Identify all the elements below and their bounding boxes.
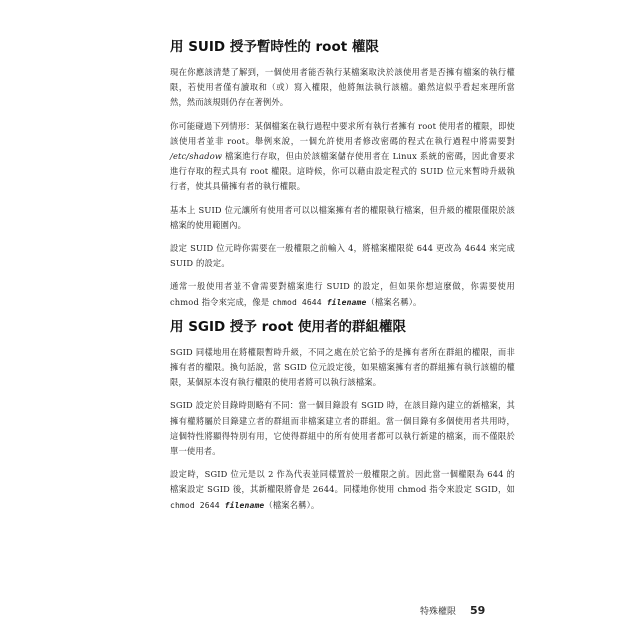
paragraph: 基本上 SUID 位元讓所有使用者可以以檔案擁有者的權限執行檔案，但升級的權限僅限於該檔案的使用範圍內。 <box>170 204 515 230</box>
text-run: （檔案名稱）。 <box>366 296 422 307</box>
page-body <box>170 38 515 521</box>
section-title-sgid: 用 SGID 授予 root 使用者的群組權限 <box>170 318 406 335</box>
paragraph <box>170 467 515 513</box>
page-number: 59 <box>470 604 486 617</box>
paragraph: SGID 設定於目錄時則略有不同：當一個目錄設有 SGID 時，在該目錄內建立的新檔案，其擁有權將屬於目錄建立者的群組而非檔案建立者的群組。當一個目錄有多個使用者共用時，這個特性將顯得特別有用，它使得群組中的所有使用者都可以執行新建的檔案，而不僅限於單一使用者。 <box>170 400 515 457</box>
text-run: （檔案名稱）。 <box>264 499 320 510</box>
section-title-suid: 用 SUID 授予暫時性的 root 權限 <box>170 39 379 55</box>
paragraph <box>170 279 515 309</box>
chapter-label: 特殊權限 <box>420 607 457 617</box>
text-run: 設定時，SGID 位元是以 2 作為代表並同樣置於一般權限之前。因此當一個權限為 644 的檔案設定 SGID 後，其新權限將會是 2644。同樣地你使用 chmod 指令來設定 SGID，如 <box>170 469 515 495</box>
text-run: 你可能碰過下列情形：某個檔案在執行過程中要求所有執行者擁有 root 使用者的權限，即使該使用者並非 root。舉例來說，一個允許使用者修改密碼的程式在執行過程中將需要對 <box>170 120 515 146</box>
command-code: chmod 2644 <box>170 500 225 510</box>
command-argument: filename <box>224 500 265 510</box>
paragraph: 現在你應該清楚了解到，一個使用者能否執行某檔案取決於該使用者是否擁有檔案的執行權限，若使用者僅有讀取和（或）寫入權限，他將無法執行該檔。雖然這似乎看起來理所當然，然而該規則仍存在著例外。 <box>170 67 515 108</box>
command-argument: filename <box>326 297 367 307</box>
paragraph: SGID 同樣地用在將權限暫時升級，不同之處在於它給予的是擁有者所在群組的權限，而非擁有者的權限。換句話說，當 SGID 位元設定後，如果檔案擁有者的群組擁有執行該檔的權限，某個原本沒有執行權限的使用者將可以執行該檔案。 <box>170 346 515 388</box>
paragraph: 設定 SUID 位元時你需要在一般權限之前輸入 4，將檔案權限從 644 更改為 4644 來完成 SUID 的設定。 <box>170 243 515 269</box>
page-footer <box>420 604 485 617</box>
file-path: /etc/shadow <box>170 151 223 162</box>
text-run: 檔案進行存取，但由於該檔案儲存使用者在 Linux 系統的密碼，因此會要求進行存取的程式具有 root 權限。這時候，你可以藉由設定程式的 SUID 位元來暫時升級執行者，使其具備擁有者的執行權限。 <box>170 151 515 192</box>
command-code: chmod 4644 <box>272 297 327 307</box>
text-run: 通常一般使用者並不會需要對檔案進行 SUID 的設定，但如果你想這麼做，你需要使用 chmod 指令來完成，像是 <box>170 281 515 307</box>
paragraph <box>170 119 515 195</box>
